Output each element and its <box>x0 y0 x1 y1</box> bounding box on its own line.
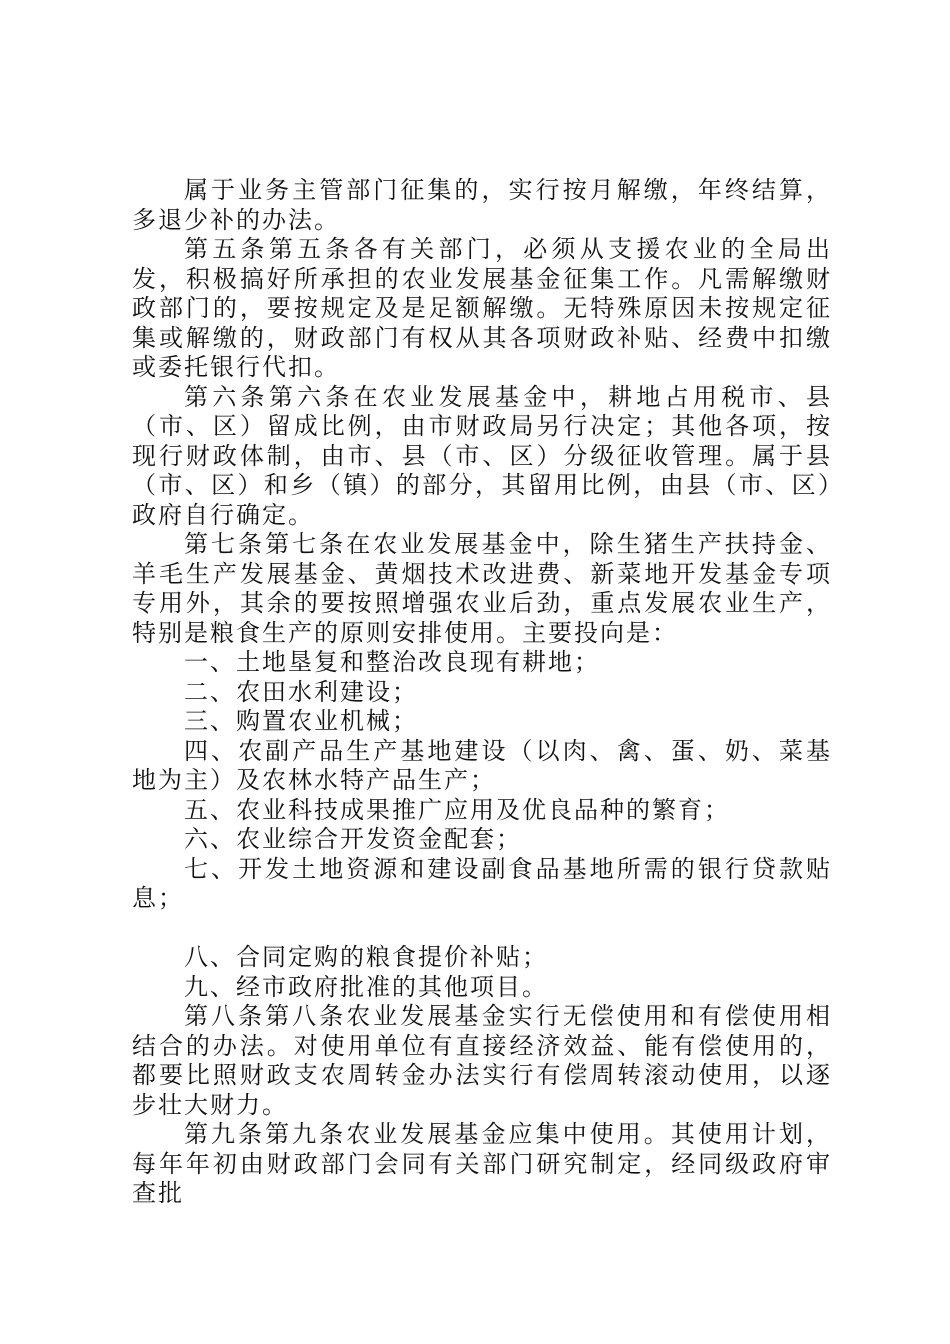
list-item-1: 一、土地垦复和整治改良现有耕地； <box>184 648 600 676</box>
list-item-2: 二、农田水利建设； <box>184 677 418 706</box>
paragraph-article-9: 第九条第九条农业发展基金应集中使用。其使用计划，每年年初由财政部门会同有关部门研究制定，经同级政府审查批 <box>132 1120 832 1207</box>
list-item-4: 四、农副产品生产基地建设（以肉、禽、蛋、奶、菜基地为主）及农林水特产品生产； <box>132 736 832 794</box>
blank-line <box>132 914 832 944</box>
list-item-3: 三、购置农业机械； <box>184 707 418 735</box>
paragraph-article-5: 第五条第五条各有关部门，必须从支援农业的全局出发，积极搞好所承担的农业发展基金征集工作。凡需解缴财政部门的，要按规定及是足额解缴。无特殊原因未按规定征集或解缴的，财政部门有权从其各项财政补贴、经费中扣缴或委托银行代扣。 <box>132 235 832 381</box>
document-body <box>132 176 832 1209</box>
paragraph-article-8: 第八条第八条农业发展基金实行无偿使用和有偿使用相结合的办法。对使用单位有直接经济效益、能有偿使用的，都要比照财政支农周转金办法实行有偿周转滚动使用，以逐步壮大财力。 <box>132 1002 832 1119</box>
paragraph-article-7: 第七条第七条在农业发展基金中，除生猪生产扶持金、羊毛生产发展基金、黄烟技术改进费、新菜地开发基金专项专用外，其余的要按照增强农业后劲，重点发展农业生产，特别是粮食生产的原则安排使用。主要投向是： <box>132 530 832 647</box>
list-item-5: 五、农业科技成果推广应用及优良品种的繁育； <box>184 795 730 824</box>
list-item-8: 八、合同定购的粮食提价补贴； <box>184 943 548 971</box>
list-item-6: 六、农业综合开发资金配套； <box>184 825 522 853</box>
paragraph-article-6: 第六条第六条在农业发展基金中，耕地占用税市、县（市、区）留成比例，由市财政局另行决定；其他各项，按现行财政体制，由市、县（市、区）分级征收管理。属于县（市、区）和乡（镇）的部分，其留用比例，由县（市、区）政府自行确定。 <box>132 382 832 529</box>
list-item-9: 九、经市政府批准的其他项目。 <box>184 972 548 1001</box>
paragraph-1: 属于业务主管部门征集的，实行按月解缴，年终结算，多退少补的办法。 <box>132 176 832 234</box>
list-item-7: 七、开发土地资源和建设副食品基地所需的银行贷款贴息； <box>132 854 832 912</box>
